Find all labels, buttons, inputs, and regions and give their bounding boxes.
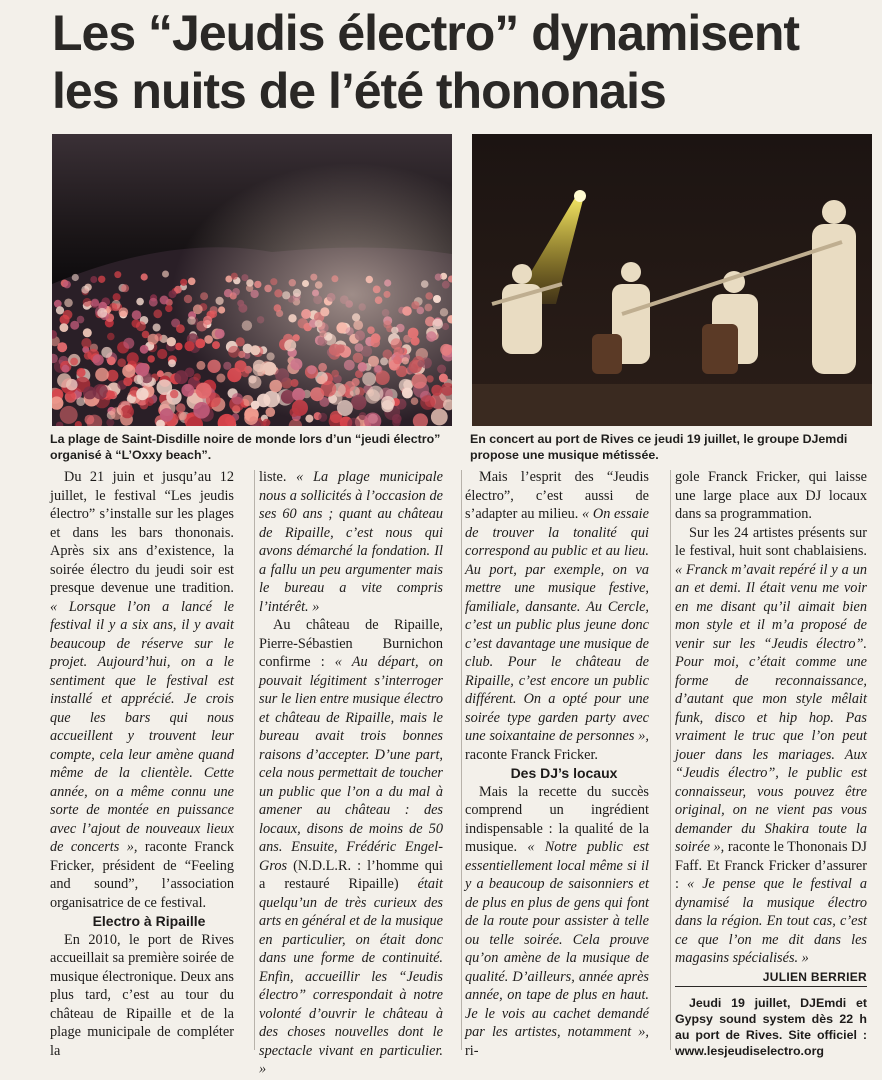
- quote: « La plage municipale nous a sollicités à l’occasion de ses 60 ans ; quant au château de Ripaille, c’est nous qui avons démarché la fondation. Il a fallu un peu argumenter mais le bureau a vite compris l’intérêt. »: [259, 469, 443, 615]
- author-signature: JULIEN BERRIER: [762, 969, 867, 984]
- paragraph: [465, 783, 649, 1061]
- text-run: Sur les 24 artistes présents sur le festival, huit sont chablaisiens.: [675, 524, 867, 559]
- text-run: Du 21 juin et jusqu’au 12 juillet, le festival “Les jeudis électro” s’installe sur les plages et dans les bars thononais. Après six ans d’existence, la soirée électro du jeudi soir est presque devenue une tradition.: [50, 469, 234, 596]
- paragraph: [259, 468, 443, 616]
- quote: « On essaie de trouver la tonalité qui correspond au public et au lieu. Au port, par exemple, on va mettre une musique festive, familiale, dansante. Au Cercle, c’est un public plus jeune donc c’est davantage une musique de club. Pour le château de Ripaille, c’est encore un public différent. On a opté pour une soirée type garden party avec une soixantaine de personnes »,: [465, 506, 649, 744]
- subheading: Des DJ’s locaux: [510, 765, 618, 781]
- quote: « Lorsque l’on a lancé le festival il y a six ans, il y avait beaucoup de réserve sur le projet. Aujourd’hui, on a le sentiment que le festival est installé et apprécié. Je crois que les bars qui nous accueillent y trouvent leur compte, cela leur amène quand même de la clientèle. Cette année, on a même connu une sorte de montée en puissance avec l’ajout de nouveaux lieux de concerts »,: [50, 598, 234, 855]
- article-column-3: [465, 468, 649, 1060]
- column-divider: [254, 470, 255, 1050]
- column-divider: [670, 470, 671, 1050]
- concert-photo: [472, 134, 872, 426]
- concert-photo-caption: En concert au port de Rives ce jeudi 19 juillet, le groupe DJemdi propose une musique métissée.: [470, 432, 848, 462]
- paragraph: [465, 468, 649, 764]
- paragraph: gole Franck Fricker, qui laisse une large place aux DJ locaux dans sa programmation.: [675, 469, 867, 522]
- crowd-photo-caption: La plage de Saint-Disdille noire de monde lors d’un “jeudi électro” organisé à “L’Oxxy beach”.: [50, 432, 441, 462]
- quote: était quelqu’un de très curieux des arts en général et de la musique en particulier, on était donc dans une forme de continuité. Enfin, accueillir les “Jeudis électro” correspondait à notre volonté d’ouvrir le château à des choses nouvelles dont le spectacle vivant en particulier. »: [259, 876, 443, 1077]
- paragraph: [259, 616, 443, 1079]
- quote: « Notre public est essentiellement local même si il y a beaucoup de saisonniers et de plus en plus de gens qui font de la route pour assister à telle ou telle soirée. Cela prouve qu’on amène de la musique de qualité. D’ailleurs, année après année, on tape de plus en haut. Je le vois au cachet demandé par les artistes, notamment »,: [465, 839, 649, 1040]
- headline-line-2: les nuits de l’été thononais: [52, 63, 666, 119]
- text-run: liste.: [259, 469, 287, 485]
- headline-line-1: Les “Jeudis électro” dynamisent: [52, 5, 800, 61]
- article-column-1: [50, 468, 234, 1060]
- text-run: raconte Franck Fricker, président de “Feeling and sound”, l’association organisatrice de ce festival.: [50, 839, 234, 911]
- event-info-box: Jeudi 19 juillet, DJEmdi et Gypsy sound system dès 22 h au port de Rives. Site officiel : www.lesjeudiselectro.org: [675, 986, 867, 1059]
- text-run: raconte le Thononais DJ Faff. Et Franck Fricker d’assurer :: [675, 839, 867, 892]
- text-run: ri-: [465, 1042, 479, 1059]
- subheading: Electro à Ripaille: [92, 913, 206, 929]
- article-column-2: [259, 468, 443, 1079]
- text-run: Mais la recette du succès comprend un ingrédient indispensable : la qualité de la musique.: [465, 783, 649, 855]
- text-run: (N.D.L.R. : l’homme qui a restauré Ripaille): [259, 857, 443, 892]
- text-run: raconte Franck Fricker.: [465, 746, 598, 763]
- quote: « Franck m’avait repéré il y a un an et demi. Il était venu me voir en me disant qu’il aimait bien mon style et il m’a proposé de venir sur les “Jeudis électro”. Pour moi, c’était comme une forme de reconnaissance, d’autant que mon style mêlait funk, disco et hip hop. Pas vraiment le truc que l’on peut jouer dans les mariages. Aux “Jeudis électro”, le public est connaisseur, vous pouvez être original, on ne vient pas vous demander du Shakira toute la soirée »,: [675, 561, 867, 855]
- crowd-photo: [52, 134, 452, 426]
- article-column-4: [675, 468, 867, 1059]
- text-run: Mais l’esprit des “Jeudis électro”, c’est aussi de s’adapter au milieu.: [465, 469, 649, 522]
- column-divider: [461, 470, 462, 1050]
- paragraph: [675, 524, 867, 968]
- paragraph: En 2010, le port de Rives accueillait sa première soirée de musique électronique. Deux ans plus tard, c’est au tour du château de Ripaille et de la plage municipale de compléter la: [50, 931, 234, 1059]
- quote: « Au départ, on pouvait légitiment s’interroger sur le lien entre musique électro et château de Ripaille, mais le bureau avait trois bonnes raisons d’accepter. D’une part, cela nous permettait de toucher un public que l’on a du mal à amener au château : des locaux, disons de moins de 50 ans. Ensuite, Frédéric Engel-Gros: [259, 654, 443, 874]
- paragraph: [50, 468, 234, 912]
- quote: « Je pense que le festival a dynamisé la musique électro dans la région. En tout cas, c’est ce que l’on me dit dans les magasins spécialisés. »: [675, 876, 867, 966]
- text-run: Au château de Ripaille, Pierre-Sébastien Burnichon confirme :: [259, 617, 443, 670]
- headline: [52, 4, 862, 120]
